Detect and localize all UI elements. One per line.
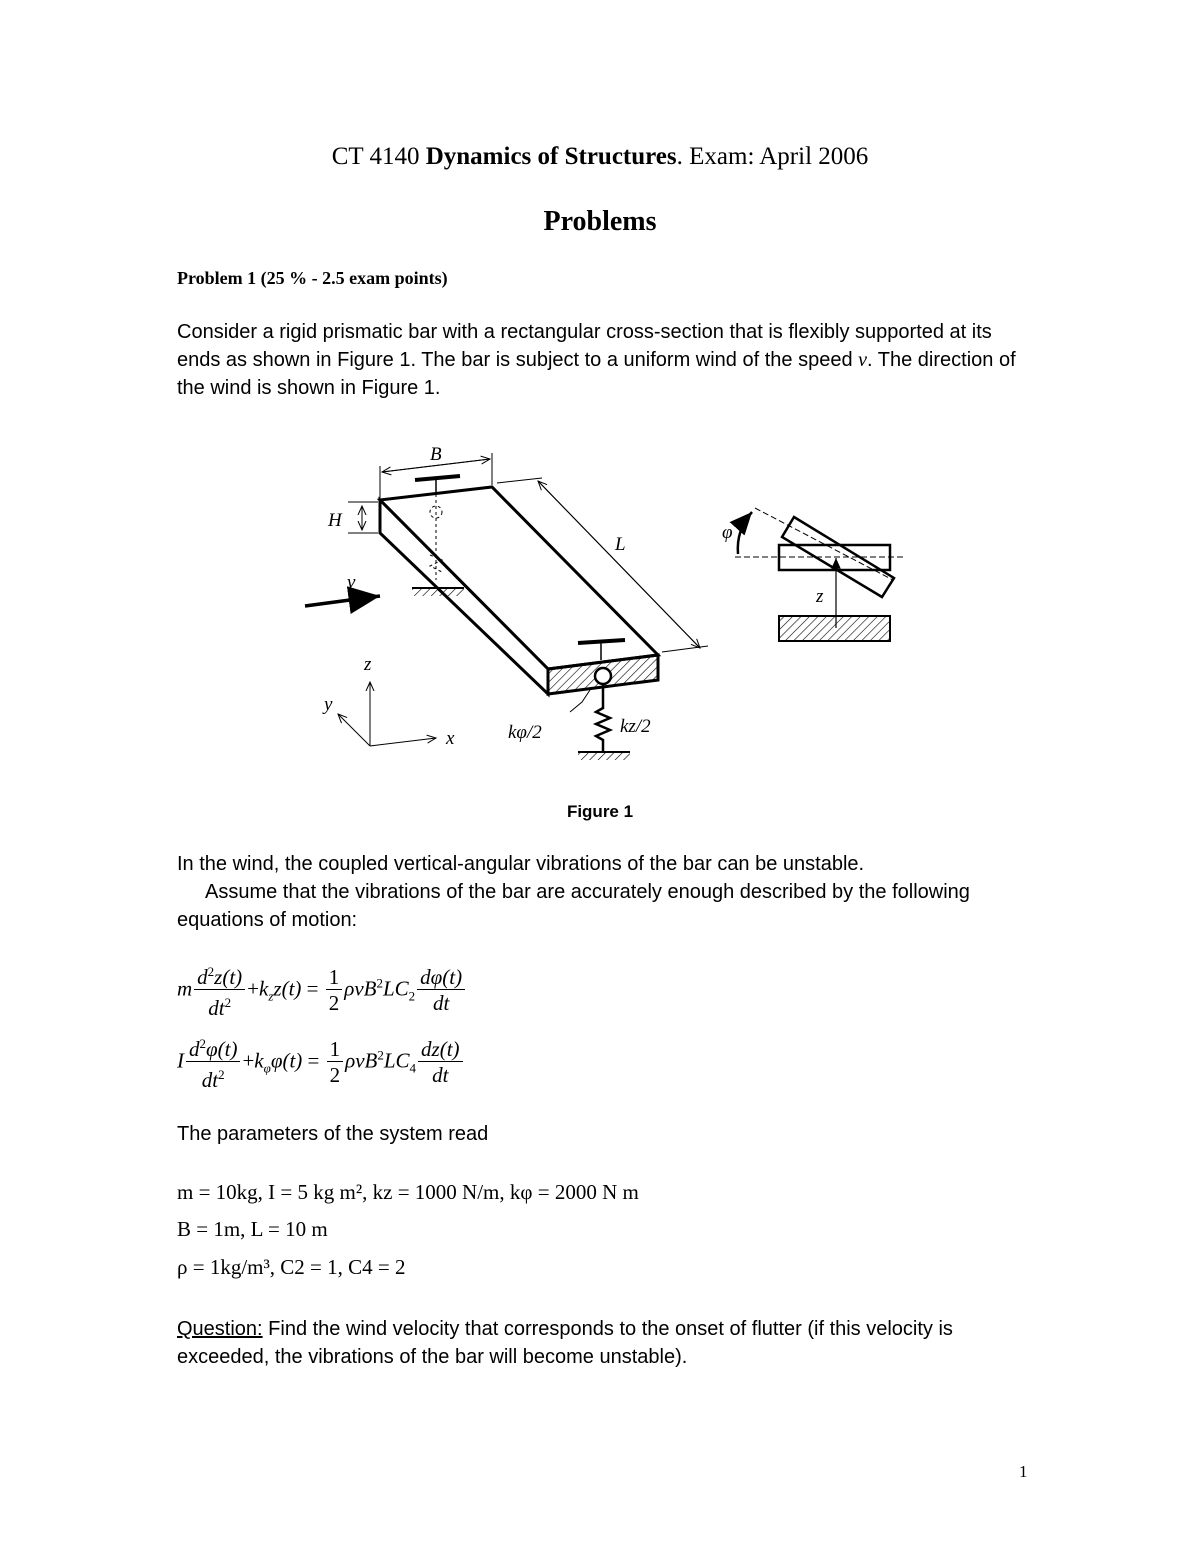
label-L: L xyxy=(615,534,626,555)
label-v: v xyxy=(347,572,356,593)
problem-intro: Consider a rigid prismatic bar with a rectangular cross-section that is flexibly supported at its ends as shown in Figure 1. The bar is subject to a uniform wind of the speed v. The direction of the wind is shown in Figure 1. xyxy=(177,321,1016,399)
parameters-intro: The parameters of the system read xyxy=(177,1123,489,1145)
parameters-line-3: ρ = 1kg/m³, C2 = 1, C4 = 2 xyxy=(177,1255,406,1279)
equation-vertical: m $\frac{d^2z(t)}{dt^2}$ $+k_zz(t)$ = $\frac{1}{2}$ $\rho vB^2LC_2$ $\frac{d\varphi(t)}{dt}$ xyxy=(177,960,467,1021)
label-z-axis: z xyxy=(364,654,372,675)
wind-speed-symbol: v xyxy=(858,349,868,371)
course-name: Dynamics of Structures xyxy=(425,143,677,170)
figure-1-diagram xyxy=(290,435,920,775)
section-heading: Problems xyxy=(543,206,657,237)
label-y-axis: y xyxy=(324,694,333,715)
wind-arrow-icon xyxy=(305,596,380,606)
rotational-spring-icon xyxy=(595,668,611,684)
label-k-z: kz/2 xyxy=(620,716,651,737)
figure-caption: Figure 1 xyxy=(566,802,634,821)
vertical-spring-icon xyxy=(596,684,610,752)
exam-title: CT 4140 Dynamics of Structures. Exam: April 2006 xyxy=(331,143,869,170)
top-support-left xyxy=(415,476,460,480)
problem-title: Problem 1 (25 % - 2.5 exam points) xyxy=(177,268,448,288)
label-B: B xyxy=(430,444,442,465)
ground-left xyxy=(412,588,464,596)
ground-right xyxy=(578,752,630,760)
label-z-side: z xyxy=(816,586,824,607)
paragraph-vibrations: In the wind, the coupled vertical-angular vibrations of the bar can be unstable. Assume that the vibrations of the bar are accurately enough described by the following equations of motion: xyxy=(177,853,970,931)
side-view-section xyxy=(735,508,905,641)
label-x-axis: x xyxy=(446,728,455,749)
parameters-line-2: B = 1m, L = 10 m xyxy=(177,1217,328,1241)
coordinate-axes xyxy=(338,682,436,746)
equation-angular: I $\frac{d^2\varphi(t)}{dt^2}$ $+k_\varphi\varphi(t)$ = $\frac{1}{2}$ $\rho vB^2LC_4$ $\frac{dz(t)}{dt}$ xyxy=(177,1032,465,1093)
label-phi: φ xyxy=(722,522,733,543)
question-label: Question: xyxy=(177,1318,263,1340)
dimension-H xyxy=(348,502,378,533)
question: Question: Find the wind velocity that corresponds to the onset of flutter (if this velocity is exceeded, the vibrations of the bar will become unstable). xyxy=(177,1318,953,1368)
label-k-phi: kφ/2 xyxy=(508,722,542,743)
page-number: 1 xyxy=(1019,1462,1028,1481)
label-H: H xyxy=(328,510,342,531)
parameters-line-1: m = 10kg, I = 5 kg m², kz = 1000 N/m, kφ = 2000 N m xyxy=(177,1180,639,1204)
